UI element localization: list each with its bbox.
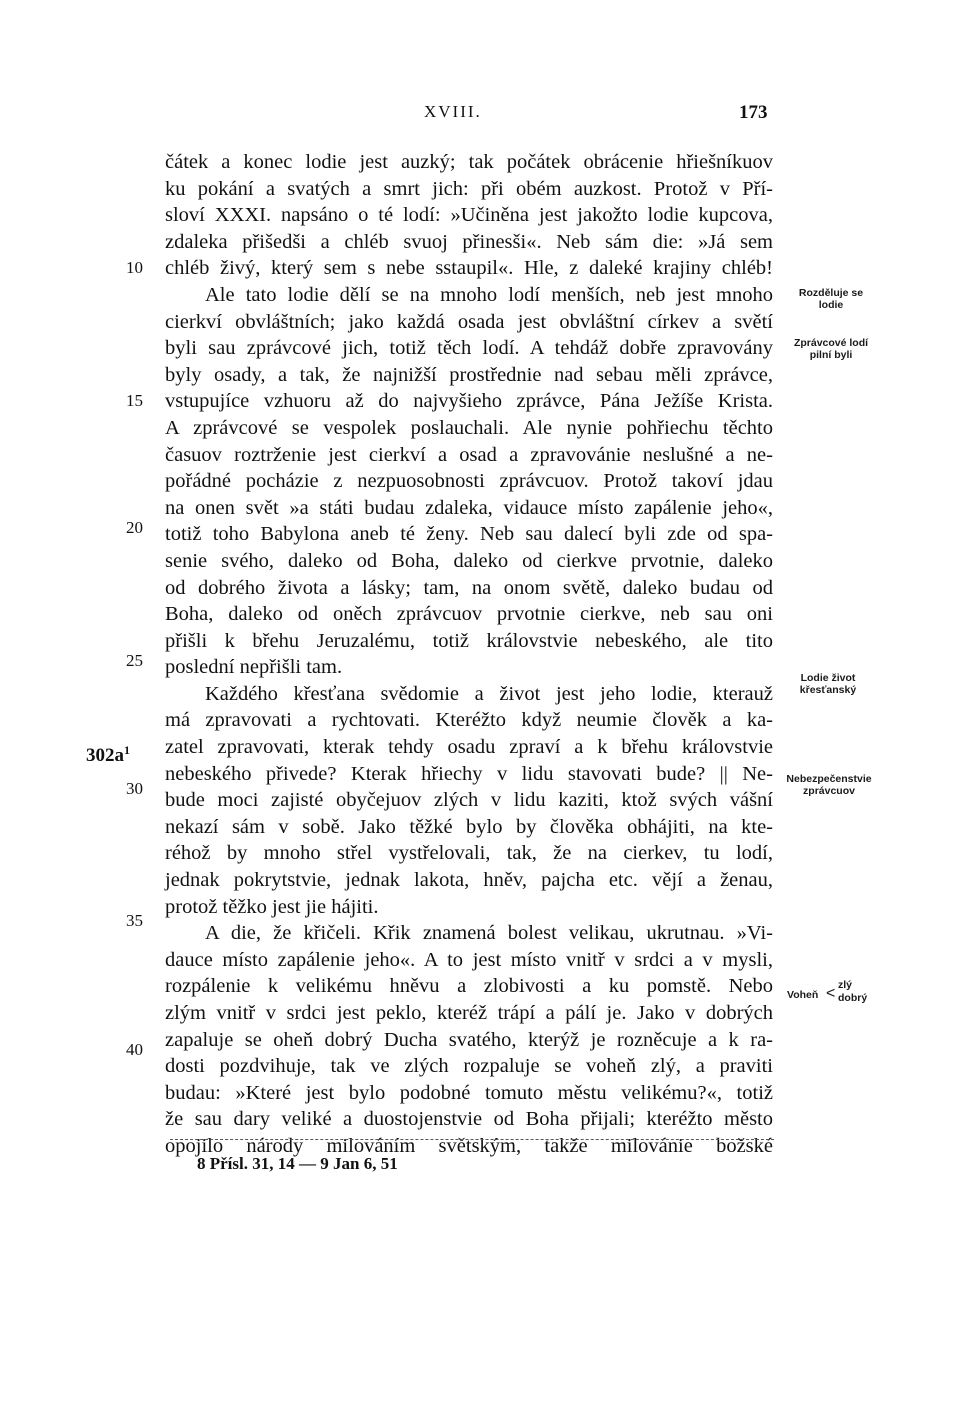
text-line: zapaluje se oheň dobrý Ducha svatého, kterýž je rozněcuje a k ra-: [165, 1028, 773, 1051]
text-line: A zprávcové se vespolek poslauchali. Ale nynie pohřiechu těchto: [165, 416, 773, 439]
text-line: na onen svět »a státi budau zdaleka, vidauce místo zapálenie jeho«,: [165, 496, 773, 519]
chapter-heading: XVIII.: [424, 102, 482, 121]
text-line: rozpálenie k velikému hněvu a zlobivosti a ku pomstě. Nebo: [165, 975, 773, 998]
text-line: byly osady, a tak, že najnižší prostřednie nad sebau měli zprávce,: [165, 363, 773, 386]
footnote-rule: [170, 1139, 774, 1140]
text-line: jednak pokrytstvie, jednak lakota, hněv, pajcha etc. vějí a ženau,: [165, 869, 773, 892]
text-line: chléb živý, který sem s nebe sstaupil«. Hle, z daleké krajiny chléb!: [165, 257, 773, 280]
margin-note-line: lodie: [818, 299, 844, 311]
text-line: má zpravovati a rychtovati. Kteréžto když neumie člověk a ka-: [165, 709, 773, 732]
text-line: zdaleka přišedši a chléb svuoj přinesši«. Neb sám die: »Já sem: [165, 230, 773, 253]
margin-note-line: zprávcuov: [803, 785, 855, 797]
main-text: [165, 149, 773, 1160]
line-number: 20: [126, 518, 143, 537]
text-line: cierkví obvláštních; jako každá osada jest obvláštní církev a světí: [165, 310, 773, 333]
line-number: 25: [126, 651, 143, 670]
margin-note-fire: [782, 976, 882, 1012]
text-line: že sau dary veliké a duostojenstvie od Boha přijali; kteréžto město: [165, 1108, 773, 1131]
text-line: Boha, daleko od oněch zprávcuov prvotnie cierkve, neb sau oni: [165, 603, 773, 626]
text-line: přišli k břehu Jeruzalému, totiž královstvie nebeského, ale tito: [165, 629, 773, 652]
margin-note-danger: [778, 773, 880, 797]
text-line: nebeského přivede? Kterak hřiechy v lidu stavovati bude? || Ne-: [165, 762, 773, 785]
text-line: ku pokání a svatých a smrt jich: při obém auzkost. Protož v Pří-: [165, 177, 773, 200]
margin-note-christian-ship: [783, 672, 873, 696]
page-number: 173: [739, 102, 768, 123]
margin-note-line: Rozděluje se: [798, 287, 864, 299]
line-number: 10: [126, 258, 143, 277]
text-line: réhož by mnoho střel vystřelovali, tak, že na cierkev, tu lodí,: [165, 842, 773, 865]
text-line: zatel zpravovati, kterak tehdy osadu zpraví a k břehu královstvie: [165, 736, 773, 759]
margin-note-line: Zprávcové lodí: [793, 337, 869, 349]
margin-note-line: křesťanský: [799, 684, 857, 696]
text-line: vstupujíce vzhuoru až do najvyšieho zprávce, Pána Ježíše Krista.: [165, 390, 773, 413]
text-line: zlým vnitř v srdci jest peklo, kteréž trápí a pálí je. Jako v dobrých: [165, 1002, 773, 1024]
line-number: 35: [126, 911, 143, 930]
footnote: 8 Přísl. 31, 14 — 9 Jan 6, 51: [197, 1154, 398, 1173]
text-line: protož těžko jest jie hájiti.: [165, 895, 379, 918]
text-line: A die, že křičeli. Křik znamená bolest velikau, ukrutnau. »Vi-: [205, 922, 773, 945]
text-line: Každého křesťana svědomie a život jest jeho lodie, kterauž: [205, 682, 773, 705]
line-number: 15: [126, 391, 143, 410]
text-line: od dobrého života a lásky; tam, na onom světě, daleko budau od: [165, 576, 773, 599]
margin-note-line: pilní byli: [809, 349, 853, 361]
folio-mark: [86, 743, 130, 767]
text-line: bude moci zajisté obyčejuov zlých v lidu kaziti, ktož svých vášní: [165, 789, 773, 812]
margin-note-line: Lodie život: [800, 672, 856, 684]
text-line: opojilo národy milováním světským, takže milovánie božské: [165, 1134, 773, 1157]
text-line: poslední nepřišli tam.: [165, 656, 343, 679]
margin-note-fire-upper: zlý: [838, 979, 853, 991]
folio-number: 302a: [86, 745, 124, 766]
text-line: dosti pozdvihuje, tak ve zlých rozpaluje se voheň zlý, a praviti: [165, 1055, 773, 1078]
text-line: senie svého, daleko od Boha, daleko od cierkve prvotnie, daleko: [165, 549, 773, 572]
text-line: totiž toho Babylona aneb té ženy. Neb sau dalecí byli zde od spa-: [165, 523, 773, 546]
text-line: dauce místo zapálenie jeho«. A to jest místo vnitř v srdci a v mysli,: [165, 948, 773, 971]
text-line: pořádné pocházie z nezpuosobnosti zprávcuov. Protož takoví jdau: [165, 470, 773, 493]
margin-note-bracket: <: [826, 985, 836, 1002]
line-number: 40: [126, 1040, 143, 1059]
running-head: [0, 102, 960, 126]
line-number: 30: [126, 779, 143, 798]
text-line: budau: »Které jest bylo podobné tomuto městu velikému?«, totiž: [165, 1081, 773, 1104]
text-line: sloví XXXI. napsáno o té lodí: »Učiněna jest jakožto lodie kupcova,: [165, 204, 773, 227]
margin-note-divides: [786, 287, 876, 311]
margin-note-rulers: [783, 337, 879, 361]
text-line: nekazí sám v sobě. Jako těžké bylo by člověka obhájiti, na kte-: [165, 815, 773, 838]
margin-note-fire-word: Voheň: [787, 989, 819, 1001]
folio-superscript: 1: [124, 743, 130, 757]
margin-note-line: Nebezpečenstvie: [786, 773, 872, 785]
text-line: byli sau zprávcové jich, totiž těch lodí. A tehdáž dobře zpravovány: [165, 337, 773, 360]
text-line: časuov roztrženie jest cierkví a osad a zpravovánie neslušné a ne-: [165, 443, 773, 466]
margin-note-fire-lower: dobrý: [838, 992, 868, 1004]
text-line: Ale tato lodie dělí se na mnoho lodí menších, neb jest mnoho: [205, 283, 773, 306]
text-line: čátek a konec lodie jest auzký; tak počátek obrácenie hřiešníkuov: [165, 151, 773, 173]
